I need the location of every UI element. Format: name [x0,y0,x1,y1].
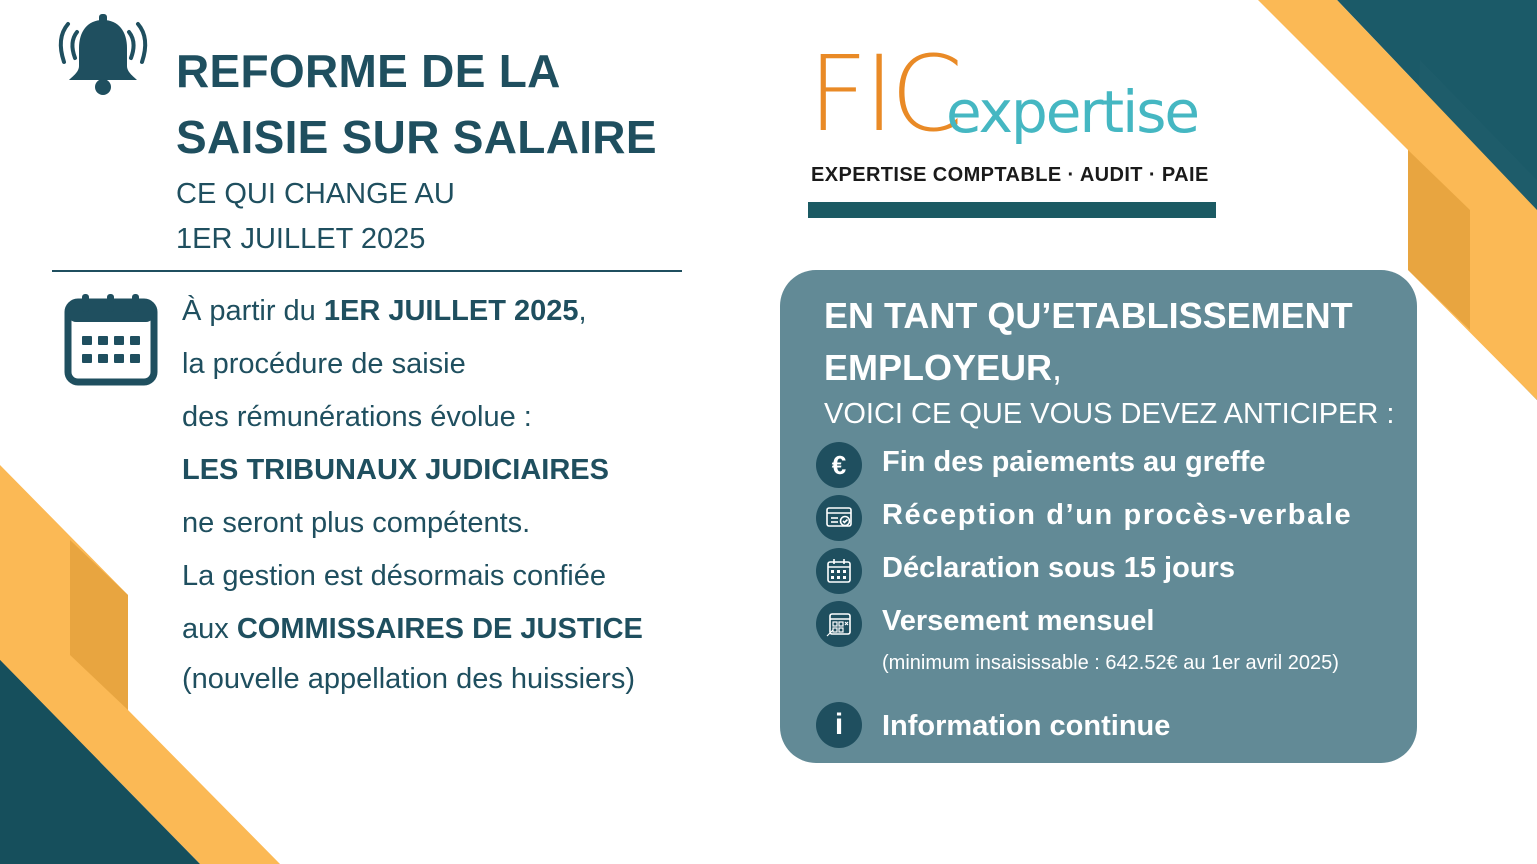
divider [52,270,682,272]
title-line-2: SAISIE SUR SALAIRE [176,111,657,163]
minimum-note: (minimum insaisissable : 642.52€ au 1er avril 2025) [882,652,1339,674]
intro-line-2: la procédure de saisie [182,348,466,380]
fic-expertise-logo [806,30,1226,230]
list-item-label: Déclaration sous 15 jours [882,552,1235,584]
euro-icon: € [816,442,862,488]
info-icon: i [816,702,862,748]
calendar-icon [64,292,158,386]
svg-text:expertise: expertise [946,78,1199,146]
list-item-label: Information continue [882,710,1171,742]
logo-tagline: EXPERTISE COMPTABLE · AUDIT · PAIE [811,164,1209,186]
title-line-1: REFORME DE LA [176,45,561,97]
logo-underline-bar [808,202,1216,218]
list-item-label: Réception d’un procès-verbale [882,499,1353,531]
intro-line-6: La gestion est désormais confiée [182,560,606,592]
panel-heading-line-1: EN TANT QU’ETABLISSEMENT [824,295,1353,336]
list-item-label: Versement mensuel [882,605,1155,637]
panel-heading [824,290,1353,394]
intro-line-7: aux COMMISSAIRES DE JUSTICE [182,613,643,645]
intro-line-4: LES TRIBUNAUX JUDICIAIRES [182,454,609,486]
page-title [176,38,657,170]
calendar-icon [816,548,862,594]
page-subtitle [176,172,455,262]
subtitle-line-2: 1ER JUILLET 2025 [176,223,426,255]
employer-panel [780,270,1417,763]
panel-heading-line-2: EMPLOYEUR, [824,347,1063,388]
subtitle-line-1: CE QUI CHANGE AU [176,178,455,210]
intro-line-8: (nouvelle appellation des huissiers) [182,663,635,695]
intro-line-5: ne seront plus compétents. [182,507,531,539]
svg-text:FIC: FIC [808,33,960,155]
intro-text [182,285,702,702]
document-check-icon [816,495,862,541]
panel-subheading: VOICI CE QUE VOUS DEVEZ ANTICIPER : [824,398,1395,430]
intro-line-3: des rémunérations évolue : [182,401,532,433]
intro-line-1: À partir du 1ER JUILLET 2025, [182,295,587,327]
calendar-grid-icon [816,601,862,647]
bell-icon [50,12,156,100]
list-item-label: Fin des paiements au greffe [882,446,1266,478]
